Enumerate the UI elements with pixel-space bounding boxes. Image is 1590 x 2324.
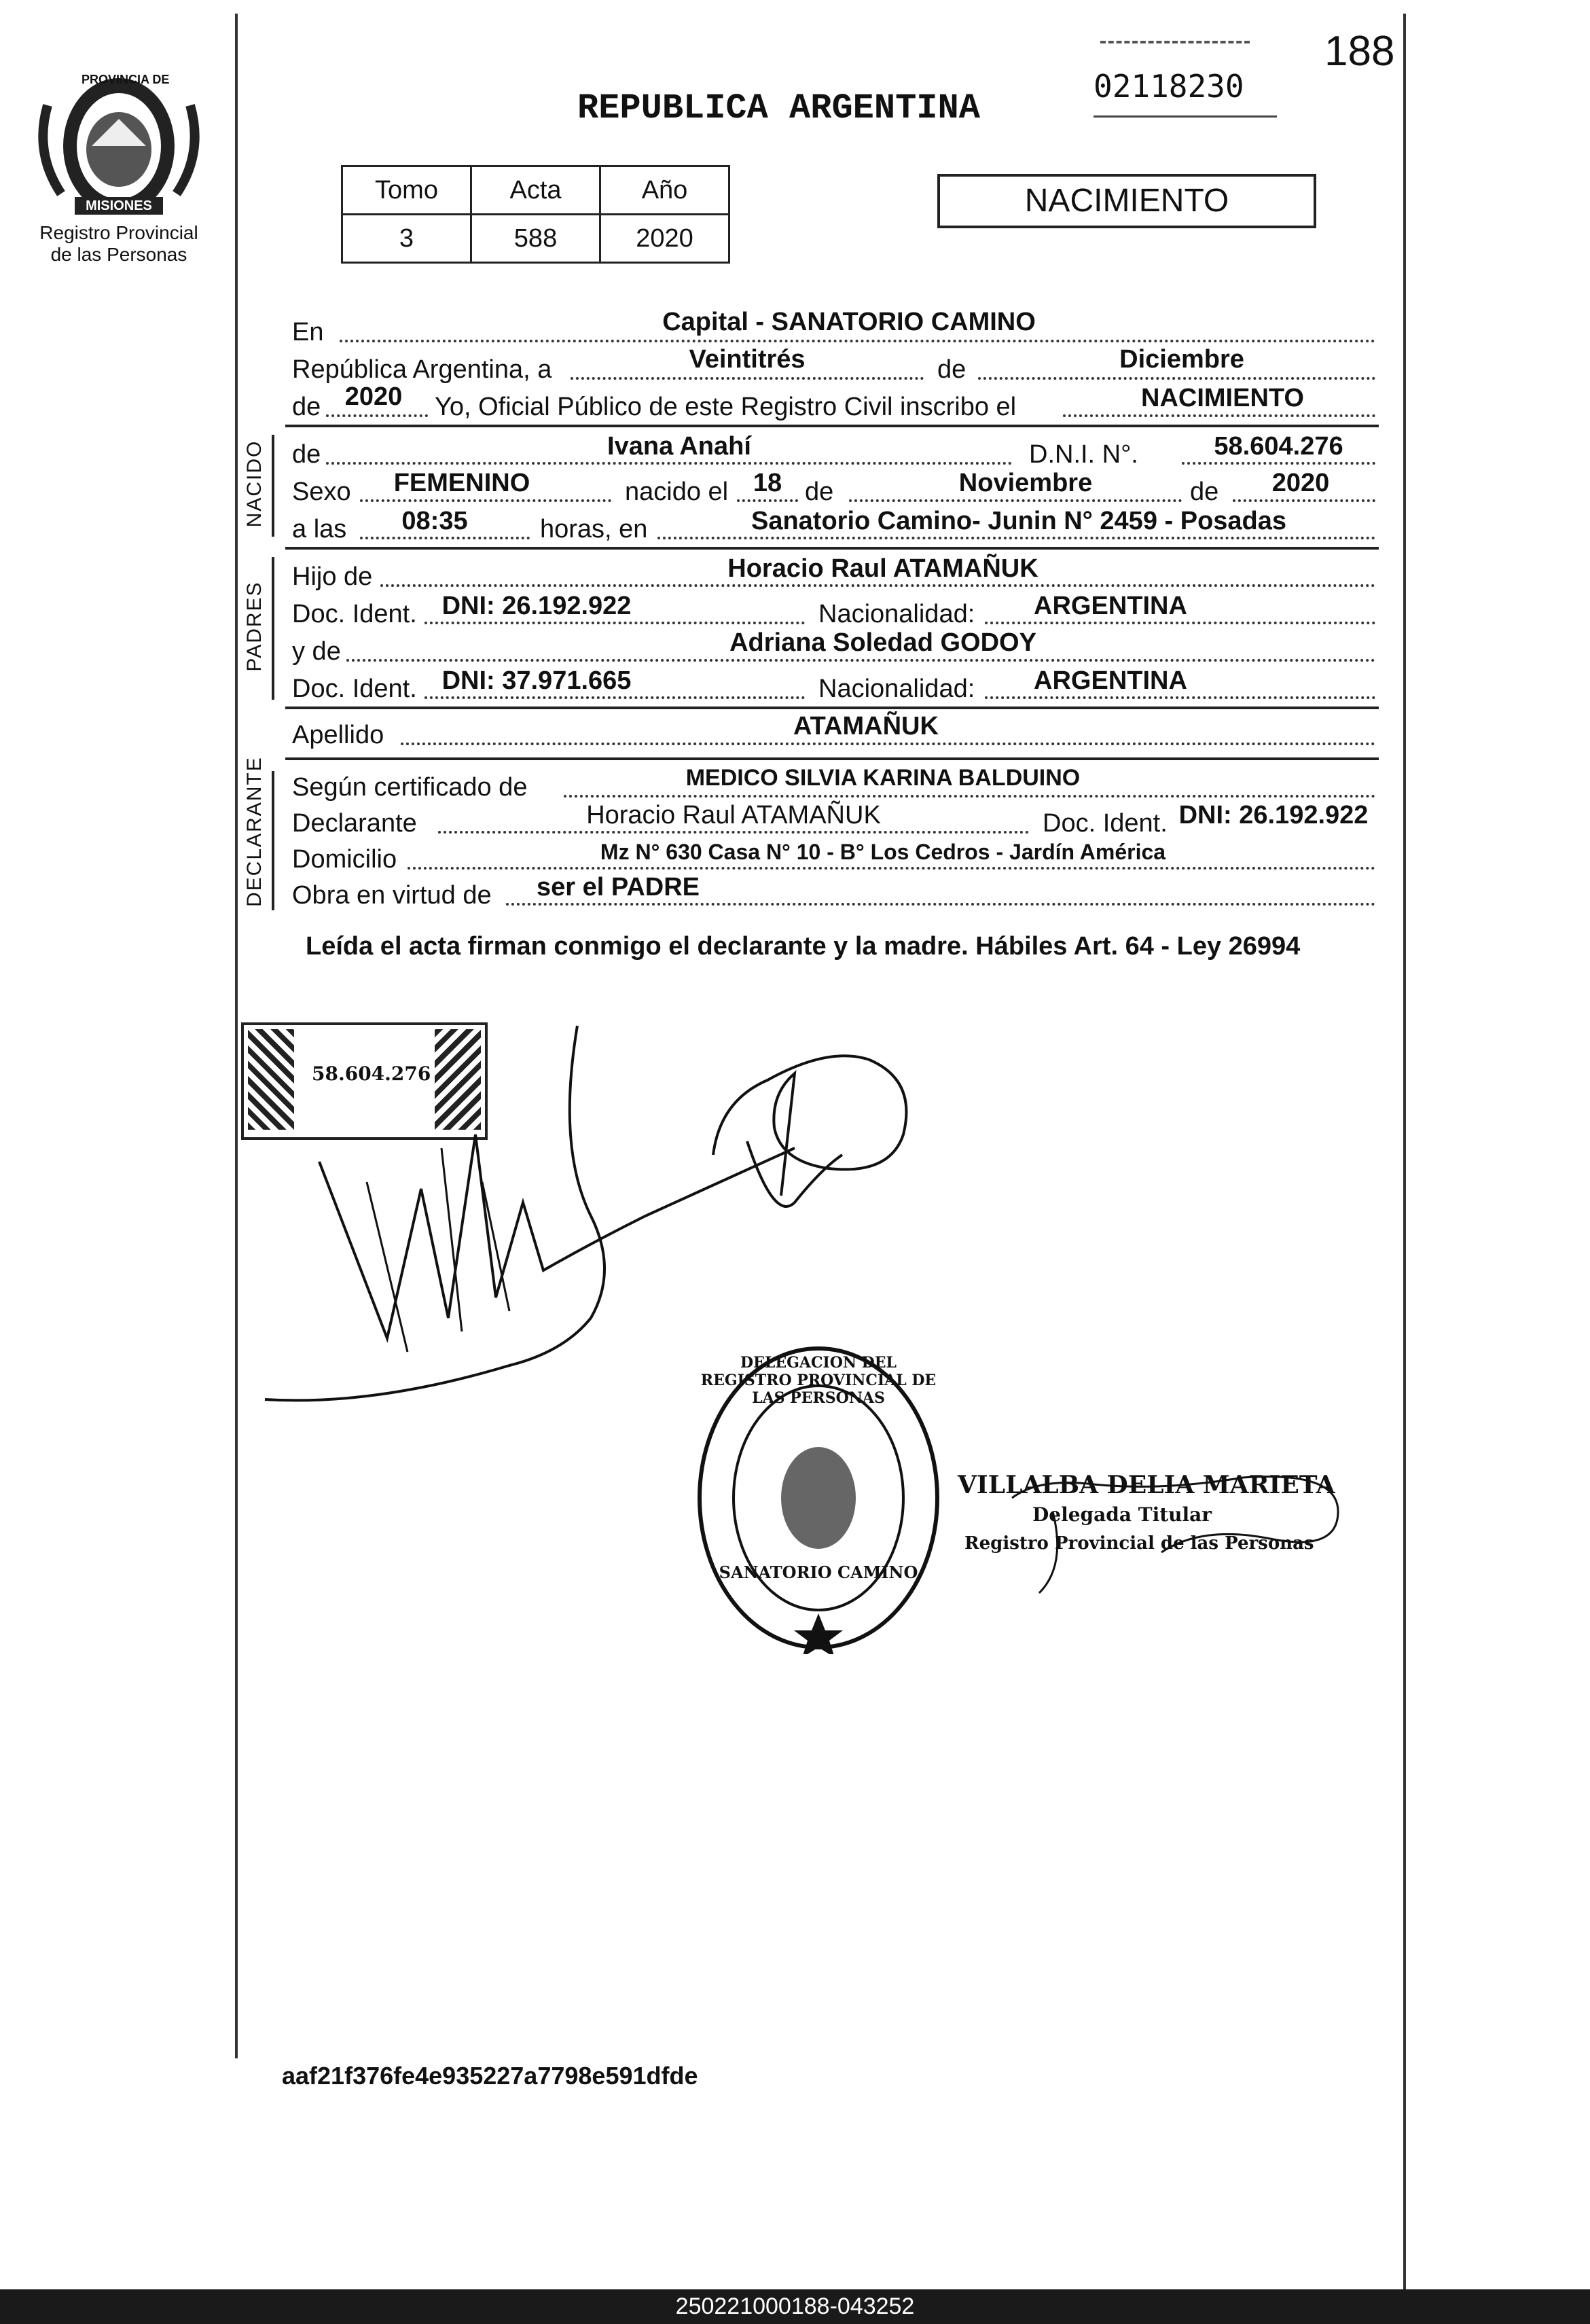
province-emblem-icon (27, 65, 211, 221)
dotline (1063, 414, 1375, 417)
mother-doc-label: Doc. Ident. (292, 675, 417, 703)
father-name: Horacio Raul ATAMAÑUK (727, 554, 1038, 583)
country-title: REPUBLICA ARGENTINA (577, 88, 980, 128)
inscription-type: NACIMIENTO (1141, 384, 1304, 412)
emblem-text-bottom: MISIONES (86, 198, 152, 213)
act-type-box (937, 174, 1316, 228)
registry-seal (693, 1342, 944, 1654)
domicilio-value: Mz N° 630 Casa N° 10 - B° Los Cedros - Jardín América (600, 840, 1166, 864)
header-tomo: Tomo (342, 166, 471, 215)
dotline (985, 696, 1375, 699)
section-divider (285, 707, 1379, 709)
official-signature (958, 1471, 1365, 1607)
father-nationality: ARGENTINA (1034, 592, 1187, 620)
birth-place: Sanatorio Camino- Junin N° 2459 - Posadas (751, 507, 1287, 535)
nacido-label: nacido el (625, 478, 729, 506)
certificado-label: Según certificado de (292, 773, 528, 802)
birth-time: 08:35 (401, 507, 468, 535)
domicilio-label: Domicilio (292, 845, 397, 874)
section-divider (285, 757, 1379, 760)
father-nac-label: Nacionalidad: (818, 600, 975, 628)
seal-inner-text: SANATORIO CAMINO (719, 1562, 918, 1582)
official-block (958, 1471, 1365, 1607)
registry-table (341, 165, 730, 264)
dotline (978, 377, 1375, 380)
year-value: 2020 (344, 382, 403, 411)
day-value: Veintitrés (689, 345, 806, 374)
header-anio: Año (600, 166, 729, 215)
mother-nac-label: Nacionalidad: (818, 675, 975, 703)
page-number: 188 (1324, 28, 1395, 75)
section-divider (285, 425, 1379, 427)
dotline (985, 622, 1375, 624)
footer-code: 250221000188-043252 (675, 2293, 915, 2319)
padres-side-label: PADRES (243, 581, 266, 672)
alas-label: a las (292, 515, 347, 543)
registry-logo (27, 65, 211, 268)
dotline (401, 743, 1375, 745)
declarante-doc: DNI: 26.192.922 (1178, 801, 1369, 829)
apellido-label: Apellido (292, 721, 384, 749)
dotline (408, 867, 1375, 870)
dotline (380, 584, 1375, 587)
mother-doc: DNI: 37.971.665 (441, 666, 632, 695)
dotline (340, 340, 1375, 342)
child-name: Ivana Anahí (607, 432, 751, 461)
sexo-value: FEMENINO (393, 469, 530, 497)
en-label: En (292, 318, 324, 346)
dotline (849, 499, 1182, 502)
declarante-label: Declarante (292, 809, 417, 838)
official-org: Registro Provincial de las Personas (964, 1533, 1314, 1554)
sexo-label: Sexo (292, 478, 351, 506)
de-label-3: de (1190, 478, 1219, 506)
footer-bar (0, 2289, 1590, 2324)
dotline (438, 831, 1029, 834)
officer-text: Yo, Oficial Público de este Registro Civil inscribo el (435, 393, 1017, 421)
yde-label: y de (292, 637, 341, 666)
dotline (1182, 462, 1375, 465)
dotline (571, 377, 924, 380)
logo-caption-line2: de las Personas (50, 244, 187, 265)
closing-text: Leída el acta firman conmigo el declarante y la madre. Hábiles Art. 64 - Ley 26994 (306, 932, 1301, 961)
declarante-value: Horacio Raul ATAMAÑUK (586, 801, 881, 829)
declarante-bracket (272, 771, 274, 910)
dotline (424, 696, 805, 699)
apellido-value: ATAMAÑUK (793, 712, 939, 740)
nacido-side-label: NACIDO (243, 440, 266, 528)
de-label-2: de (805, 478, 834, 506)
birth-month: Noviembre (958, 469, 1093, 497)
dotline (346, 659, 1375, 662)
month-value: Diciembre (1119, 345, 1244, 374)
dotline (424, 622, 805, 624)
fingerprint-number: 58.604.276 (312, 1062, 431, 1085)
act-type: NACIMIENTO (1024, 183, 1229, 219)
place-value: Capital - SANATORIO CAMINO (662, 308, 1036, 336)
nacido-de-label: de (292, 440, 321, 469)
official-name: VILLALBA DELIA MARIETA (958, 1471, 1335, 1499)
logo-caption-line1: Registro Provincial (39, 222, 198, 243)
hash-code: aaf21f376fe4e935227a7798e591dfde (282, 2062, 698, 2090)
mother-nationality: ARGENTINA (1034, 666, 1187, 695)
horas-label: horas, en (540, 515, 648, 543)
right-margin-line (1403, 14, 1406, 2289)
header-acta: Acta (471, 166, 600, 215)
dotline (1233, 499, 1375, 502)
child-dni: 58.604.276 (1214, 432, 1343, 461)
birth-day: 18 (753, 469, 782, 497)
official-title: Delegada Titular (1032, 1503, 1212, 1526)
father-doc-label: Doc. Ident. (292, 600, 417, 628)
obra-label: Obra en virtud de (292, 881, 492, 910)
dotline (657, 537, 1375, 539)
seal-outer-text: DELEGACION DEL REGISTRO PROVINCIAL DE LAS PERSONAS (700, 1354, 937, 1407)
value-anio: 2020 (600, 215, 729, 263)
obra-value: ser el PADRE (536, 873, 700, 901)
nacido-bracket (272, 435, 274, 537)
certificado-value: MEDICO SILVIA KARINA BALDUINO (685, 765, 1081, 791)
republica-label: República Argentina, a (292, 355, 552, 384)
serial-stamp (1087, 41, 1284, 115)
hijo-label: Hijo de (292, 562, 373, 591)
dotline (326, 414, 428, 417)
section-divider (285, 547, 1379, 550)
padres-bracket (272, 557, 274, 700)
emblem-text-top: PROVINCIA DE (82, 73, 170, 86)
birth-year: 2020 (1271, 469, 1330, 497)
mother-name: Adriana Soledad GODOY (729, 628, 1036, 657)
declarante-side-label: DECLARANTE (243, 756, 266, 907)
dotline (737, 499, 798, 502)
dni-label: D.N.I. N°. (1029, 440, 1138, 469)
value-tomo: 3 (342, 215, 471, 263)
serial-number: 02118230 (1094, 68, 1244, 105)
madre-signature (693, 1019, 937, 1236)
dotline (360, 537, 530, 539)
dotline (326, 462, 1012, 465)
father-doc: DNI: 26.192.922 (441, 592, 632, 620)
value-acta: 588 (471, 215, 600, 263)
de-year-label: de (292, 393, 321, 421)
dotline (360, 499, 611, 502)
dotline (506, 903, 1375, 906)
dotline (564, 795, 1375, 798)
declarante-doc-label: Doc. Ident. (1043, 809, 1168, 838)
de-label: de (937, 355, 966, 384)
